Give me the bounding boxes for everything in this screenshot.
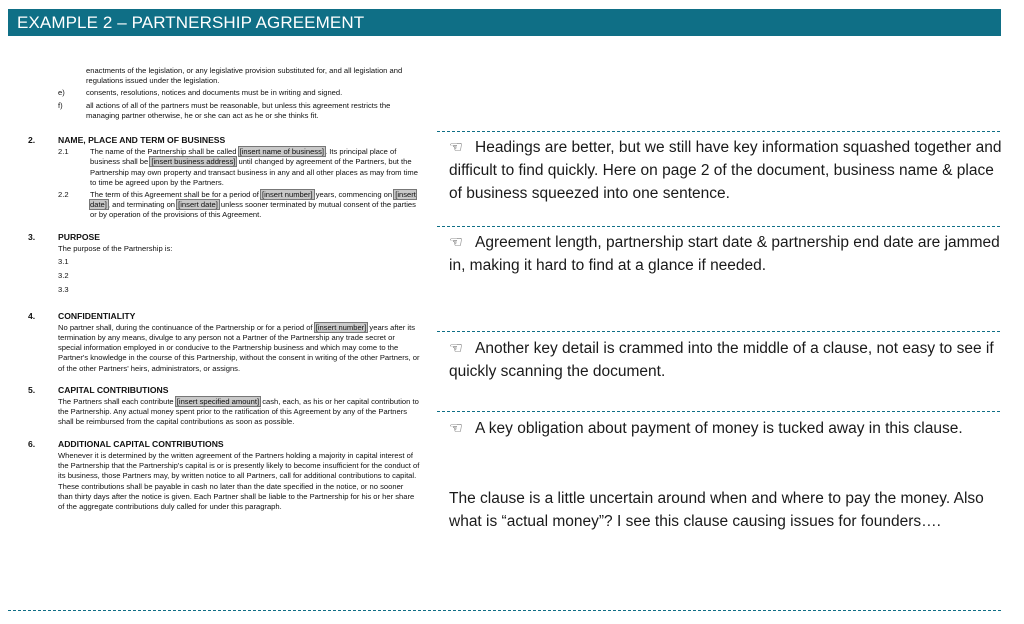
section-number: 2. — [28, 135, 36, 146]
section-body — [28, 323, 420, 374]
section-number: 4. — [28, 310, 36, 321]
section-body: The purpose of the Partnership is: — [58, 243, 173, 253]
pointing-hand-icon: ☜ — [449, 420, 463, 437]
placeholder-highlight: [insert date] — [178, 200, 218, 210]
clause-fragment: years after its termination by any means, divulge to any person not a Partner of the Partnership any trade secret or special information employed in or conducive to the Partnership business and which may come to the Partner's knowledge in the course of this Partnership, without the consent in writing of the other Partners, or of the other Partners' heirs, administrators, or assigns. — [58, 322, 420, 373]
comment-note — [449, 417, 1004, 440]
section-title: CAPITAL CONTRIBUTIONS — [58, 384, 169, 395]
item-label: f) — [58, 100, 63, 110]
clause-number: 2.1 — [58, 147, 69, 157]
divider — [8, 610, 1001, 611]
clause-fragment: The term of this Agreement shall be for a period of — [90, 190, 261, 200]
clause-number: 3.1 — [58, 257, 69, 267]
section-heading-6 — [28, 439, 420, 449]
section-heading-3 — [28, 232, 420, 242]
section-title: PURPOSE — [58, 231, 101, 242]
section-body: Whenever it is determined by the written agreement of the Partners holding a majority in capital interest of the Partnership that the Partnership's capital is or is presently likely to become insufficient for the conduct of its business, those Partners may, by written notice to all Partners, call for additional contributions to capital. These contributions shall be payable in cash no later than the date specified in the notice, or no sooner than thirty days after the notice is given. Each Partner shall be liable to the Partnership for his or her share of the aggregate contributions duly called for under this paragraph. — [58, 450, 420, 511]
comment-text: Headings are better, but we still have key information squashed together and difficult to find quickly. Here on page 2 of the document, business name & place of business squeezed into one sentence. — [449, 139, 1002, 202]
divider — [437, 411, 1000, 412]
clause-number: 3.3 — [58, 285, 69, 295]
section-heading-5 — [28, 385, 420, 395]
divider — [437, 131, 1000, 132]
comment-text: Another key detail is crammed into the middle of a clause, not easy to see if quickly scanning the document. — [449, 340, 994, 380]
item-text: consents, resolutions, notices and documents must be in writing and signed. — [86, 88, 343, 98]
pointing-hand-icon: ☜ — [449, 139, 463, 156]
section-heading-2 — [28, 135, 420, 145]
clause-fragment: , and terminating on — [107, 200, 178, 210]
section-body — [28, 397, 420, 428]
clause-text — [90, 190, 420, 221]
clause-fragment: until changed by agreement of the Partners, but the Partnership may own property and transact business in any and all other places as may from time to time be agreed upon by the Partners. — [90, 157, 418, 187]
placeholder-highlight: [insert name of business] — [239, 147, 325, 157]
comment-note — [449, 136, 1004, 205]
page-title: EXAMPLE 2 – PARTNERSHIP AGREEMENT — [17, 13, 365, 32]
placeholder-highlight: [insert number] — [315, 322, 367, 332]
section-heading-4 — [28, 311, 420, 321]
divider — [437, 226, 1000, 227]
section-title: ADDITIONAL CAPITAL CONTRIBUTIONS — [58, 438, 224, 449]
list-item — [28, 101, 420, 121]
placeholder-highlight: [insert number] — [261, 190, 313, 200]
section-title: CONFIDENTIALITY — [58, 310, 136, 321]
comment-note — [449, 337, 1004, 383]
pointing-hand-icon: ☜ — [449, 234, 463, 251]
clause-2-1 — [28, 147, 420, 188]
comment-note — [449, 231, 1004, 277]
clause-fragment: No partner shall, during the continuance of the Partnership or for a period of — [58, 322, 315, 332]
page-title-banner — [8, 9, 1001, 36]
comment-text: The clause is a little uncertain around when and where to pay the money. Also what is “actual money”? I see this clause causing issues for founders…. — [449, 490, 984, 530]
clause-fragment: unless sooner terminated by mutual consent of the parties or by operation of the provisions of this Agreement. — [90, 200, 416, 220]
comment-text: Agreement length, partnership start date & partnership end date are jammed in, making it hard to find at a glance if needed. — [449, 234, 1000, 274]
divider — [437, 331, 1000, 332]
clause-fragment: The name of the Partnership shall be called — [90, 147, 239, 157]
section-number: 6. — [28, 438, 36, 449]
comment-note — [449, 487, 1004, 533]
item-text: all actions of all of the partners must be reasonable, but unless this agreement restricts the managing partner otherwise, he or she can act as he or she thinks fit. — [86, 100, 391, 120]
comment-text: A key obligation about payment of money is tucked away in this clause. — [475, 420, 963, 437]
placeholder-highlight: [insert specified amount] — [176, 397, 260, 407]
clause-number: 2.2 — [58, 190, 69, 200]
clause-2-2 — [28, 190, 420, 221]
list-item — [28, 88, 420, 98]
section-number: 3. — [28, 231, 36, 242]
clause-text — [90, 147, 420, 188]
item-label: e) — [58, 88, 65, 98]
clause-fragment: years, commencing on — [313, 190, 395, 200]
placeholder-highlight: [insert date] — [90, 190, 416, 210]
intro-text: enactments of the legislation, or any legislative provision substituted for, and all legislation and regulations issued under the legislation. — [86, 66, 403, 86]
placeholder-highlight: [insert business address] — [151, 157, 236, 167]
agreement-excerpt — [28, 66, 420, 512]
section-number: 5. — [28, 384, 36, 395]
clause-fragment: The Partners shall each contribute — [58, 397, 176, 407]
clause-number: 3.2 — [58, 271, 69, 281]
clause-fragment: cash, each, as his or her capital contribution to the Partnership. Any actual money spent prior to the ratification of this Agreement by any of the Partners shall be reimbursed from the capital contributions as soon as possible. — [58, 397, 419, 427]
section-title: NAME, PLACE AND TERM OF BUSINESS — [58, 135, 226, 146]
pointing-hand-icon: ☜ — [449, 340, 463, 357]
clause-fragment: . Its principal place of business shall be — [90, 147, 397, 167]
